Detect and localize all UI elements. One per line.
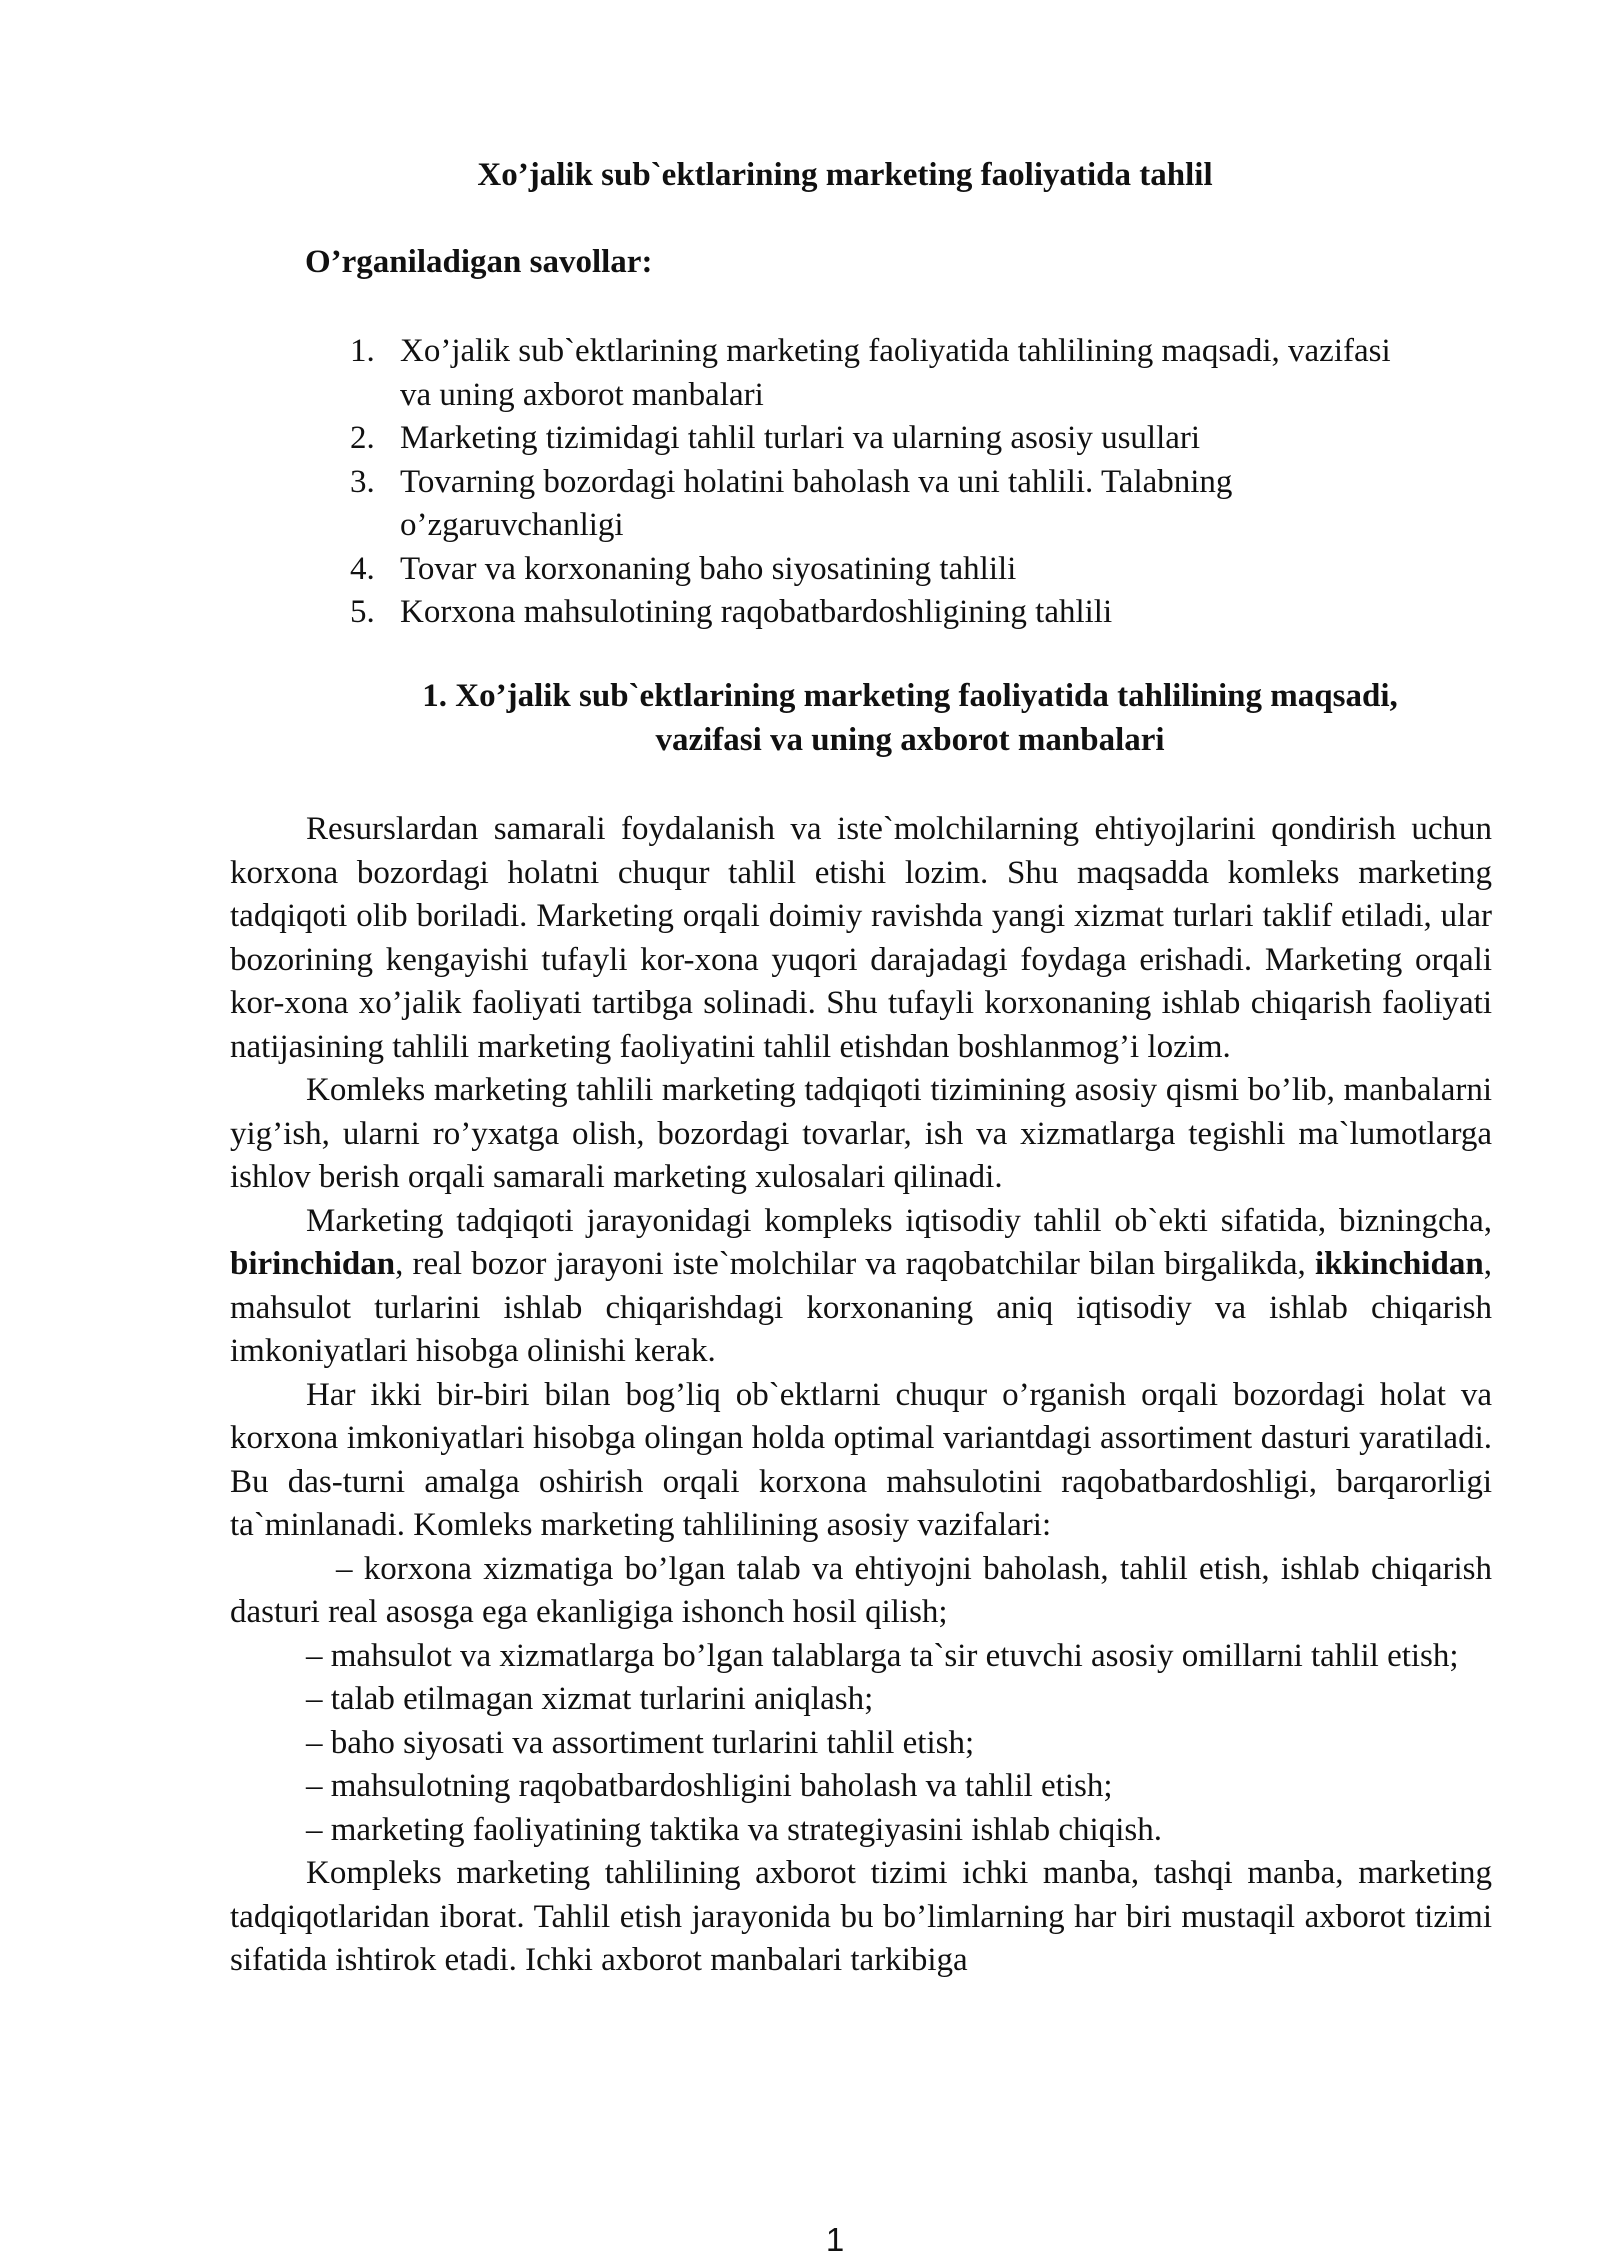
paragraph: Har ikki bir-biri bilan bog’liq ob`ektlarni chuqur o’rganish orqali bozordagi holat va korxona imkoniyatlari hisobga olingan holda optimal variantdagi assortiment dasturi yaratiladi. Bu das-turni amalga oshirish orqali korxona mahsulotini raqobatbardoshligi, barqarorligi ta`minlanadi. Komleks marketing tahlilining asosiy vazifalari: xyxy=(230,1376,1492,1543)
list-item-text: Tovarning bozordagi holatini baholash va uni tahlili. Talabning o’zgaruvchanligi xyxy=(400,463,1233,543)
document-title: Xo’jalik sub`ektlarining marketing faoliyatida tahlil xyxy=(477,157,1213,193)
list-item-number: 1. xyxy=(350,333,375,369)
paragraph-text: Marketing tadqiqoti jarayonidagi kompleks iqtisodiy tahlil ob`ekti sifatida, bizningcha, xyxy=(306,1202,1492,1239)
section-title-line2: vazifasi va uning axborot manbalari xyxy=(655,721,1165,758)
questions-list xyxy=(340,330,1420,635)
list-item-text: Korxona mahsulotining raqobatbardoshligining tahlili xyxy=(400,594,1113,630)
task-item: – mahsulot va xizmatlarga bo’lgan talablarga ta`sir etuvchi asosiy omillarni tahlil etish; xyxy=(306,1637,1459,1674)
emphasis-birinchidan: birinchidan xyxy=(230,1246,396,1282)
task-item: – mahsulotning raqobatbardoshligini baholash va tahlil etish; xyxy=(306,1768,1113,1804)
task-item: – marketing faoliyatining taktika va strategiyasini ishlab chiqish. xyxy=(306,1811,1162,1848)
page-number: 1 xyxy=(825,2221,845,2258)
task-item: – korxona xizmatiga bo’lgan talab va ehtiyojni baholash, tahlil etish, ishlab chiqarish dasturi real asosga ega ekanligiga ishonch hosil qilish; xyxy=(230,1550,1492,1630)
section-title xyxy=(330,675,1490,762)
list-item-number: 4. xyxy=(350,550,375,587)
paragraph: Resurslardan samarali foydalanish va iste`molchilarning ehtiyojlarini qondirish uchun korxona bozordagi holatni chuqur tahlil etishi lozim. Shu maqsadda komleks marketing tadqiqoti olib boriladi. Marketing orqali doimiy ravishda yangi xizmat turlari taklif etiladi, ular bozorining kengayishi tufayli kor-xona yuqori darajadagi foydaga erishadi. Marketing orqali kor-xona xo’jalik faoliyati tartibga solinadi. Shu tufayli korxonaning ishlab chiqarish faoliyati natijasining tahlili marketing faoliyatini tahlil etishdan boshlanmog’i lozim. xyxy=(230,811,1492,1065)
body-text xyxy=(230,808,1492,1983)
paragraph: Kompleks marketing tahlilining axborot tizimi ichki manba, tashqi manba, marketing tadqiqotlaridan iborat. Tahlil etish jarayonida bu bo’limlarning har biri mustaqil axborot tizimi sifatida ishtirok etadi. Ichki axborot manbalari tarkibiga xyxy=(230,1855,1492,1978)
task-item: – talab etilmagan xizmat turlarini aniqlash; xyxy=(306,1681,874,1717)
paragraph xyxy=(230,1200,1492,1374)
list-item xyxy=(340,417,1420,461)
list-item xyxy=(340,461,1420,548)
questions-heading: O’rganiladigan savollar: xyxy=(305,244,653,280)
task-item: – baho siyosati va assortiment turlarini tahlil etish; xyxy=(306,1724,975,1761)
section-title-line1: 1. Xo’jalik sub`ektlarining marketing faoliyatida tahlilining maqsadi, xyxy=(422,678,1398,714)
list-item xyxy=(340,591,1420,635)
list-item xyxy=(340,330,1420,417)
list-item-number: 5. xyxy=(350,594,375,630)
list-item-text: Xo’jalik sub`ektlarining marketing faoliyatida tahlilining maqsadi, vazifasi va uning axborot manbalari xyxy=(400,333,1391,413)
list-item-number: 3. xyxy=(350,463,375,500)
paragraph-text: , mahsulot turlarini ishlab chiqarishdagi korxonaning aniq iqtisodiy va ishlab chiqarish imkoniyatlari hisobga olinishi kerak. xyxy=(230,1246,1492,1369)
paragraph: Komleks marketing tahlili marketing tadqiqoti tizimining asosiy qismi bo’lib, manbalarni yig’ish, ularni ro’yxatga olish, bozordagi tovarlar, ish va xizmatlarga tegishli ma`lumotlarga ishlov berish orqali samarali marketing xulosalari qilinadi. xyxy=(230,1072,1492,1195)
emphasis-ikkinchidan: ikkinchidan xyxy=(1314,1246,1484,1282)
paragraph-text: , real bozor jarayoni iste`molchilar va raqobatchilar bilan birgalikda, xyxy=(395,1246,1315,1282)
list-item xyxy=(340,548,1420,592)
list-item-text: Marketing tizimidagi tahlil turlari va ularning asosiy usullari xyxy=(400,420,1201,456)
list-item-text: Tovar va korxonaning baho siyosatining tahlili xyxy=(400,550,1017,587)
list-item-number: 2. xyxy=(350,420,375,456)
